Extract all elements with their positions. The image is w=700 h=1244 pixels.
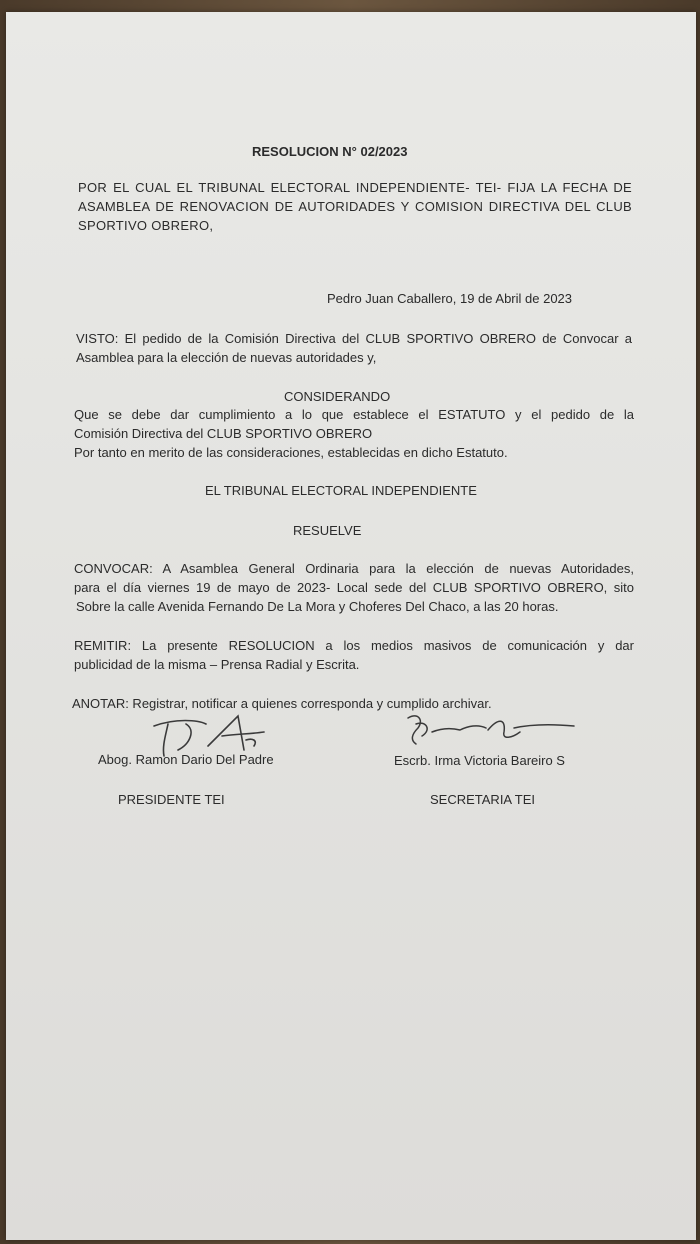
place-date: Pedro Juan Caballero, 19 de Abril de 2023	[327, 291, 573, 306]
convocar-line-3: Sobre la calle Avenida Fernando De La Mora y Choferes Del Chaco, a las 20 horas.	[76, 599, 559, 614]
tribunal-heading: EL TRIBUNAL ELECTORAL INDEPENDIENTE	[205, 483, 477, 498]
remitir-line-2: publicidad de la misma – Prensa Radial y Escrita.	[74, 657, 360, 672]
signatory-left-role: PRESIDENTE TEI	[118, 792, 225, 807]
anotar-line: ANOTAR: Registrar, notificar a quienes corresponda y cumplido archivar.	[72, 696, 492, 711]
signatory-right-role: SECRETARIA TEI	[430, 792, 535, 807]
signatory-right-name: Escrb. Irma Victoria Bareiro S	[394, 753, 565, 768]
subject-line-2: ASAMBLEA DE RENOVACION DE AUTORIDADES Y COMISION DIRECTIVA DEL CLUB	[78, 199, 632, 214]
considerando-line-2: Comisión Directiva del CLUB SPORTIVO OBRERO	[74, 426, 373, 441]
resolution-document	[6, 12, 696, 1240]
considerando-line-1: Que se debe dar cumplimiento a lo que establece el ESTATUTO y el pedido de la	[74, 407, 634, 422]
considerando-line-3: Por tanto en merito de las consideraciones, establecidas en dicho Estatuto.	[74, 445, 508, 460]
subject-line-3: SPORTIVO OBRERO,	[78, 218, 214, 233]
visto-line-2: Asamblea para la elección de nuevas autoridades y,	[76, 350, 377, 365]
convocar-line-2: para el día viernes 19 de mayo de 2023- Local sede del CLUB SPORTIVO OBRERO, sito	[74, 580, 634, 595]
convocar-line-1: CONVOCAR: A Asamblea General Ordinaria para la elección de nuevas Autoridades,	[74, 561, 634, 576]
paper-sheet	[6, 12, 696, 1240]
resolution-title: RESOLUCION N° 02/2023	[252, 144, 408, 159]
visto-line-1: VISTO: El pedido de la Comisión Directiva del CLUB SPORTIVO OBRERO de Convocar a	[76, 331, 632, 346]
remitir-line-1: REMITIR: La presente RESOLUCION a los medios masivos de comunicación y dar	[74, 638, 634, 653]
resuelve-heading: RESUELVE	[293, 523, 362, 538]
signature-right	[402, 710, 582, 752]
considerando-heading: CONSIDERANDO	[284, 389, 391, 404]
subject-line-1: POR EL CUAL EL TRIBUNAL ELECTORAL INDEPENDIENTE- TEI- FIJA LA FECHA DE	[78, 180, 632, 195]
signatory-left-name: Abog. Ramon Dario Del Padre	[98, 752, 274, 767]
